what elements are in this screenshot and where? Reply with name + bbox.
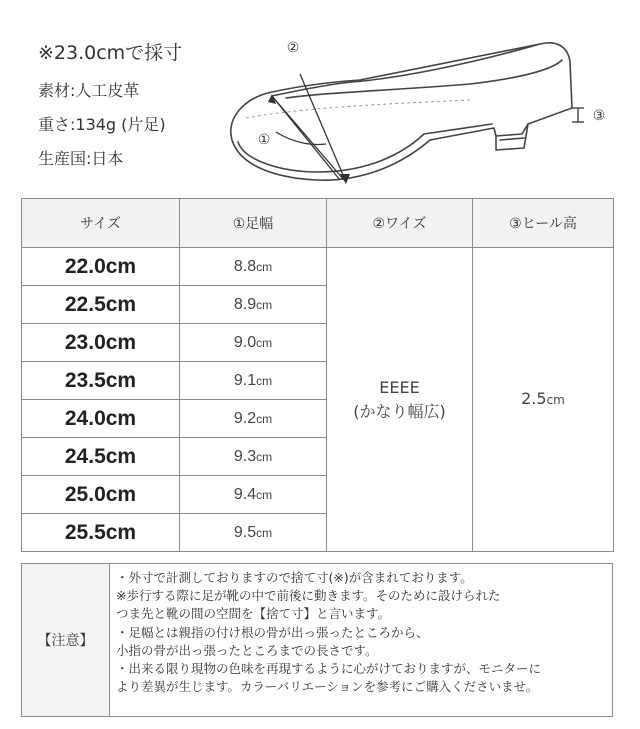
caution-line: ※歩行する際に足が靴の中で前後に動きます。そのために設けられた — [116, 588, 501, 604]
header-heel-height: ③ヒール高 — [473, 199, 614, 248]
foot-width-value: 9.2cm — [180, 400, 327, 438]
size-value: 25.0cm — [22, 476, 180, 514]
header-size: サイズ — [22, 199, 180, 248]
wise-note: (かなり幅広) — [353, 401, 446, 421]
origin-info: 生産国:日本 — [38, 149, 124, 168]
label-3: ③ — [592, 108, 606, 124]
wise-value-cell — [327, 248, 473, 552]
caution-label: 【注意】 — [22, 564, 110, 716]
caution-text — [110, 564, 612, 716]
foot-width-value: 8.8cm — [180, 248, 327, 286]
label-2: ② — [286, 40, 300, 56]
size-value: 25.5cm — [22, 514, 180, 552]
size-value: 23.0cm — [22, 324, 180, 362]
weight-info: 重さ:134g (片足) — [38, 115, 166, 134]
header-wise: ②ワイズ — [327, 199, 473, 248]
caution-line: ・外寸で計測しておりますので捨て寸(※)が含まれております。 — [116, 570, 473, 585]
caution-line: ・出来る限り現物の色味を再現するように心がけておりますが、モニターに — [116, 661, 542, 677]
header-foot-width: ①足幅 — [180, 199, 327, 248]
label-1: ① — [257, 132, 271, 148]
table-header-row — [22, 199, 614, 248]
caution-line: より差異が生じます。カラーバリエーションを参考にご購入くださいませ。 — [116, 679, 539, 695]
size-value: 24.5cm — [22, 438, 180, 476]
wise-value: EEEE — [379, 377, 420, 397]
shoe-diagram — [222, 32, 622, 192]
caution-box — [21, 563, 613, 717]
size-value: 22.0cm — [22, 248, 180, 286]
caution-line: つま先と靴の間の空間を【捨て寸】と言います。 — [116, 606, 391, 622]
measure-note: ※23.0cmで採寸 — [38, 42, 183, 64]
material-info: 素材:人工皮革 — [38, 81, 140, 100]
foot-width-value: 8.9cm — [180, 286, 327, 324]
foot-width-value: 9.5cm — [180, 514, 327, 552]
foot-width-value: 9.1cm — [180, 362, 327, 400]
table-row — [22, 248, 614, 286]
foot-width-value: 9.3cm — [180, 438, 327, 476]
heel-height-value: 2.5cm — [473, 248, 614, 552]
foot-width-value: 9.4cm — [180, 476, 327, 514]
size-table — [21, 198, 614, 552]
size-value: 23.5cm — [22, 362, 180, 400]
size-value: 22.5cm — [22, 286, 180, 324]
size-value: 24.0cm — [22, 400, 180, 438]
caution-line: ・足幅とは親指の付け根の骨が出っ張ったところから、 — [116, 624, 429, 640]
caution-line: 小指の骨が出っ張ったところまでの長さです。 — [116, 642, 378, 658]
foot-width-value: 9.0cm — [180, 324, 327, 362]
